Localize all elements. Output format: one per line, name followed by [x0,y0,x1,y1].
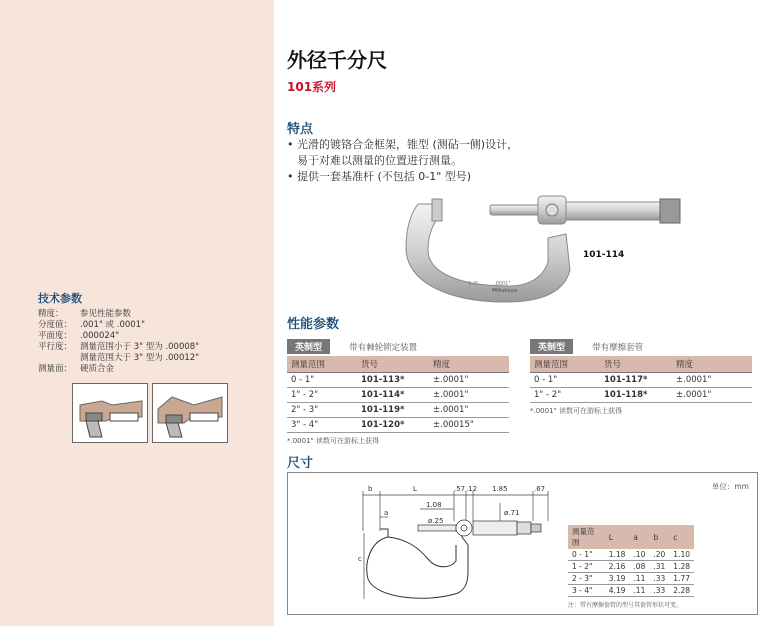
tech-specs-table [38,309,207,375]
cell: .08 [629,561,649,573]
cell: 3 - 4" [568,585,605,597]
cell: 0 - 1" [568,549,605,561]
dim-b-label: b [368,485,373,493]
spec-row [38,309,207,320]
cell: 2 - 3" [568,573,605,585]
cell: 1.77 [669,573,694,585]
dim-185-label: 1.85 [492,485,508,493]
usage-diagram-right [152,383,228,443]
spec-value: .001" 或 .0001" [80,320,145,330]
dimension-drawing [358,481,568,609]
cell-range: 1" - 2" [530,388,600,403]
col-header: 货号 [600,356,672,373]
page-title: 外径千分尺 [287,48,387,72]
dim-L-label: L [413,485,417,493]
spec-row [38,331,207,342]
spec-row [38,353,207,364]
cell-accuracy: ±.0001" [672,388,752,403]
cell-accuracy: ±.00015" [429,418,509,433]
cell-code: 101-118* [600,388,672,403]
col-header: 测量范围 [530,356,600,373]
table2-note: *.0001" 读数可在游标上获得 [530,407,622,415]
cell-range: 1" - 2" [287,388,357,403]
col-header: L [605,525,630,549]
cell: 2.16 [605,561,630,573]
col-header: 测量范围 [568,525,605,549]
dimensions-heading: 尺寸 [287,456,314,471]
frame-logo: Mitutoyo [492,288,518,294]
cell: 1 - 2" [568,561,605,573]
cell: .10 [629,549,649,561]
table-row [568,573,694,585]
cell: .20 [649,549,669,561]
table-row [530,388,752,403]
cell-range: 0 - 1" [530,373,600,388]
tech-specs-heading: 技术参数 [38,292,82,305]
table1-note: *.0001" 读数可在游标上获得 [287,437,379,445]
cell: 4.19 [605,585,630,597]
cell-code: 101-113* [357,373,429,388]
dim-67-label: .67 [534,485,546,493]
product-image-label: 101-114 [583,250,625,260]
cell: 3.19 [605,573,630,585]
spec-row [38,364,207,375]
cell: .33 [649,573,669,585]
dimension-note: 注：带有摩擦套管的型号其套管形状可变。 [568,602,683,609]
usage-diagram-left [72,383,148,443]
cell-accuracy: ±.0001" [429,388,509,403]
cell: .11 [629,585,649,597]
cell: 1.10 [669,549,694,561]
spec-value: 测量范围大于 3" 型为 .00012" [80,353,200,363]
table-row [287,388,509,403]
spec-label: 平行度： [38,342,73,352]
table-header-row [287,356,509,373]
dimension-table [568,525,694,597]
cell-code: 101-114* [357,388,429,403]
col-header: b [649,525,669,549]
spec-row [38,320,207,331]
col-header: 精度 [672,356,752,373]
performance-heading: 性能参数 [287,317,340,332]
cell: .31 [649,561,669,573]
spec-label [38,353,80,364]
spec-label: 平面度： [38,331,73,341]
dim-c-label: c [358,555,362,563]
table-row [568,549,694,561]
table2-tag: 英制型 [530,339,573,354]
features-heading: 特点 [287,122,314,137]
cell-accuracy: ±.0001" [429,373,509,388]
spec-row [38,342,207,353]
cell: .11 [629,573,649,585]
dim-57-label: .57 [454,485,466,493]
unit-label: 单位：mm [711,482,749,491]
cell: 1.28 [669,561,694,573]
micrometer-photo [398,190,698,305]
cell: 1.18 [605,549,630,561]
spec-value: 硬质合金 [80,364,115,374]
table-header-row [568,525,694,549]
feature-item: • 提供一套基准杆 (不包括 0-1" 型号) [287,169,527,185]
spec-label: 分度值： [38,320,73,330]
dim-12-label: .12 [466,485,478,493]
table-row [287,403,509,418]
spec-value: 测量范围小于 3" 型为 .00008" [80,342,200,352]
performance-table-2 [530,335,752,416]
col-header: 精度 [429,356,509,373]
cell-range: 2" - 3" [287,403,357,418]
cell-range: 0 - 1" [287,373,357,388]
dim-a-label: a [384,509,389,517]
cell-range: 3" - 4" [287,418,357,433]
cell-code: 101-120* [357,418,429,433]
performance-table-1 [287,335,509,446]
spec-value: 参见性能参数 [80,309,132,319]
table-row [287,418,509,433]
table-header-row [530,356,752,373]
table1 [287,356,509,433]
spec-value: .000024" [80,331,120,341]
frame-resolution-text: .0001" [494,281,511,287]
spec-label: 测量面： [38,364,73,374]
cell-code: 101-119* [357,403,429,418]
series-label: 101系列 [287,80,337,94]
cell-accuracy: ±.0001" [429,403,509,418]
col-header: c [669,525,694,549]
cell: .33 [649,585,669,597]
table2 [530,356,752,403]
spec-label: 精度： [38,309,64,319]
dim-phi25-label: ø.25 [428,517,444,525]
table1-desc: 带有棘轮锁定装置 [349,343,418,353]
col-header: 货号 [357,356,429,373]
table-row [568,585,694,597]
cell-code: 101-117* [600,373,672,388]
feature-item: • 光滑的镀铬合金框架，锥型 (测砧一侧)设计，易于对难以测量的位置进行测量。 [287,137,527,169]
dim-phi71-label: ø.71 [504,509,520,517]
tech-specs [38,290,207,375]
col-header: 测量范围 [287,356,357,373]
cell: 2.28 [669,585,694,597]
dim-108-label: 1.08 [426,501,442,509]
col-header: a [629,525,649,549]
dimension-table-wrap [568,525,694,609]
table-row [568,561,694,573]
cell-accuracy: ±.0001" [672,373,752,388]
table-row [530,373,752,388]
dimensions-box [287,472,758,615]
table-row [287,373,509,388]
table1-tag: 英制型 [287,339,330,354]
table2-desc: 带有摩擦套管 [592,343,644,353]
frame-size-text: 1-2" [468,281,479,287]
features-list [287,137,527,185]
